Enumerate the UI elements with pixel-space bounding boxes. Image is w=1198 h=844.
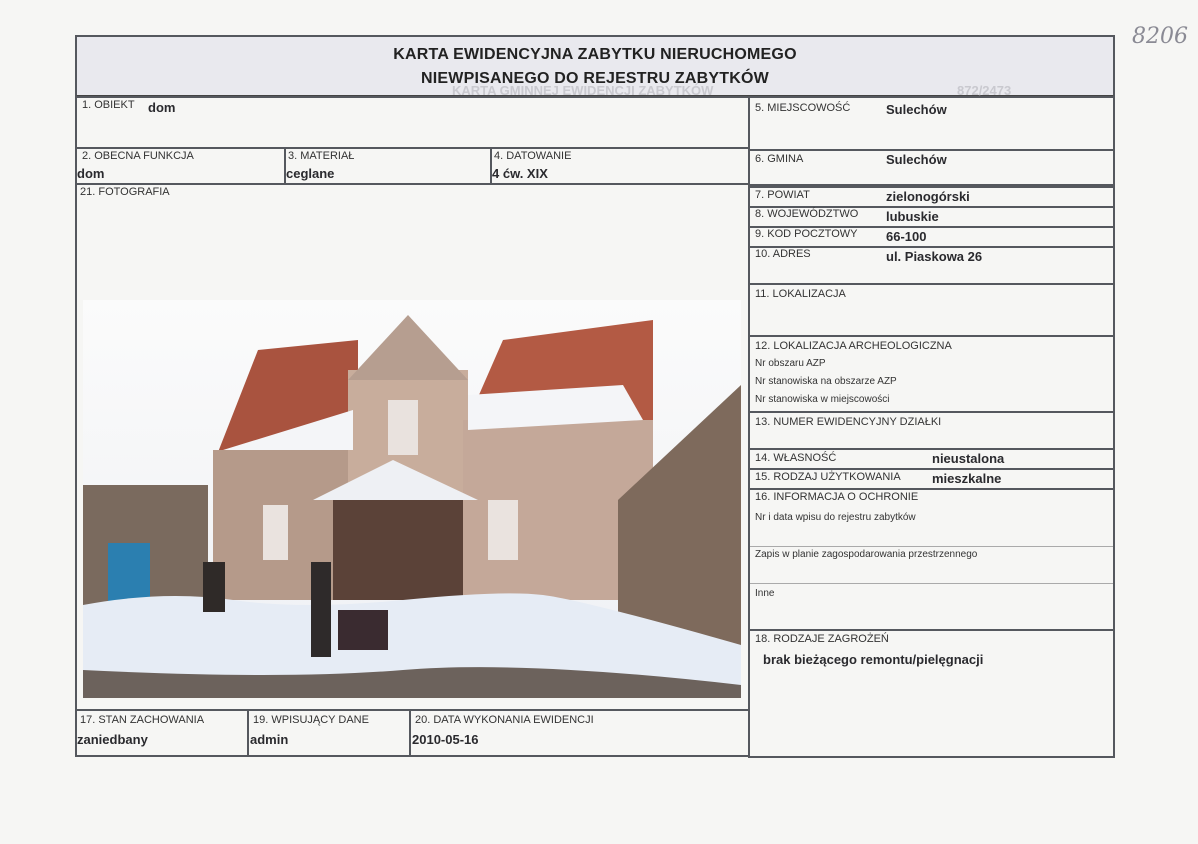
kod-label: 9. KOD POCZTOWY	[755, 228, 858, 240]
wpisujacy-label: 19. WPISUJĄCY DANE	[253, 714, 369, 726]
wlasnosc-label: 14. WŁASNOŚĆ	[755, 452, 837, 464]
title-line-2: NIEWPISANEGO DO REJESTRU ZABYTKÓW	[421, 70, 769, 87]
kod-value: 66-100	[886, 229, 927, 244]
wlasnosc-value: nieustalona	[932, 451, 1005, 466]
funkcja-value: dom	[77, 166, 105, 181]
dzialka-label: 13. NUMER EWIDENCYJNY DZIAŁKI	[755, 416, 942, 428]
archeo-obszar: Nr obszaru AZP	[755, 358, 826, 369]
zagrozenia-value: brak bieżącego remontu/pielęgnacji	[763, 652, 984, 667]
uzytkowanie-label: 15. RODZAJ UŻYTKOWANIA	[755, 471, 901, 483]
stan-label: 17. STAN ZACHOWANIA	[80, 714, 205, 726]
zagrozenia-label: 18. RODZAJE ZAGROŻEŃ	[755, 633, 889, 645]
archeo-label: 12. LOKALIZACJA ARCHEOLOGICZNA	[755, 340, 952, 352]
funkcja-label: 2. OBECNA FUNKCJA	[82, 150, 194, 162]
data-value: 2010-05-16	[412, 732, 479, 747]
powiat-label: 7. POWIAT	[755, 189, 810, 201]
field-zagrozenia	[748, 629, 1115, 758]
ochrona-inne: Inne	[755, 588, 775, 599]
gmina-value: Sulechów	[886, 152, 947, 167]
datowanie-value: 4 ćw. XIX	[492, 166, 548, 181]
archeo-stanowisko-azp: Nr stanowiska na obszarze AZP	[755, 376, 897, 387]
lokalizacja-label: 11. LOKALIZACJA	[755, 288, 846, 300]
material-value: ceglane	[286, 166, 335, 181]
powiat-value: zielonogórski	[886, 189, 970, 204]
miejscowosc-label: 5. MIEJSCOWOŚĆ	[755, 102, 851, 114]
gmina-label: 6. GMINA	[755, 153, 804, 165]
divider	[750, 583, 1113, 584]
wpisujacy-value: admin	[250, 732, 289, 747]
document-header	[75, 35, 1115, 98]
field-obiekt	[75, 96, 750, 149]
archeo-stanowisko-miejsc: Nr stanowiska w miejscowości	[755, 394, 890, 405]
building-photo	[83, 300, 741, 698]
handwritten-number: 8206	[1132, 24, 1188, 49]
wojewodztwo-value: lubuskie	[886, 209, 939, 224]
obiekt-label: 1. OBIEKT	[82, 99, 135, 111]
divider	[750, 546, 1113, 547]
adres-label: 10. ADRES	[755, 248, 811, 260]
wojewodztwo-label: 8. WOJEWÓDZTWO	[755, 208, 859, 220]
fotografia-label: 21. FOTOGRAFIA	[80, 186, 170, 198]
data-label: 20. DATA WYKONANIA EWIDENCJI	[415, 714, 594, 726]
title-line-1: KARTA EWIDENCYJNA ZABYTKU NIERUCHOMEGO	[393, 46, 797, 63]
ghost-number: 872/2473	[957, 83, 1012, 98]
material-label: 3. MATERIAŁ	[288, 150, 355, 162]
ghost-title: KARTA GMINNEJ EWIDENCJI ZABYTKÓW	[452, 83, 714, 98]
adres-value: ul. Piaskowa 26	[886, 249, 983, 264]
uzytkowanie-value: mieszkalne	[932, 471, 1002, 486]
ochrona-label: 16. INFORMACJA O OCHRONIE	[755, 491, 919, 503]
stan-value: zaniedbany	[77, 732, 148, 747]
ochrona-rejestr: Nr i data wpisu do rejestru zabytków	[755, 512, 916, 523]
obiekt-value: dom	[148, 100, 176, 115]
ochrona-plan: Zapis w planie zagospodarowania przestrzennego	[755, 549, 978, 560]
miejscowosc-value: Sulechów	[886, 102, 947, 117]
datowanie-label: 4. DATOWANIE	[494, 150, 572, 162]
